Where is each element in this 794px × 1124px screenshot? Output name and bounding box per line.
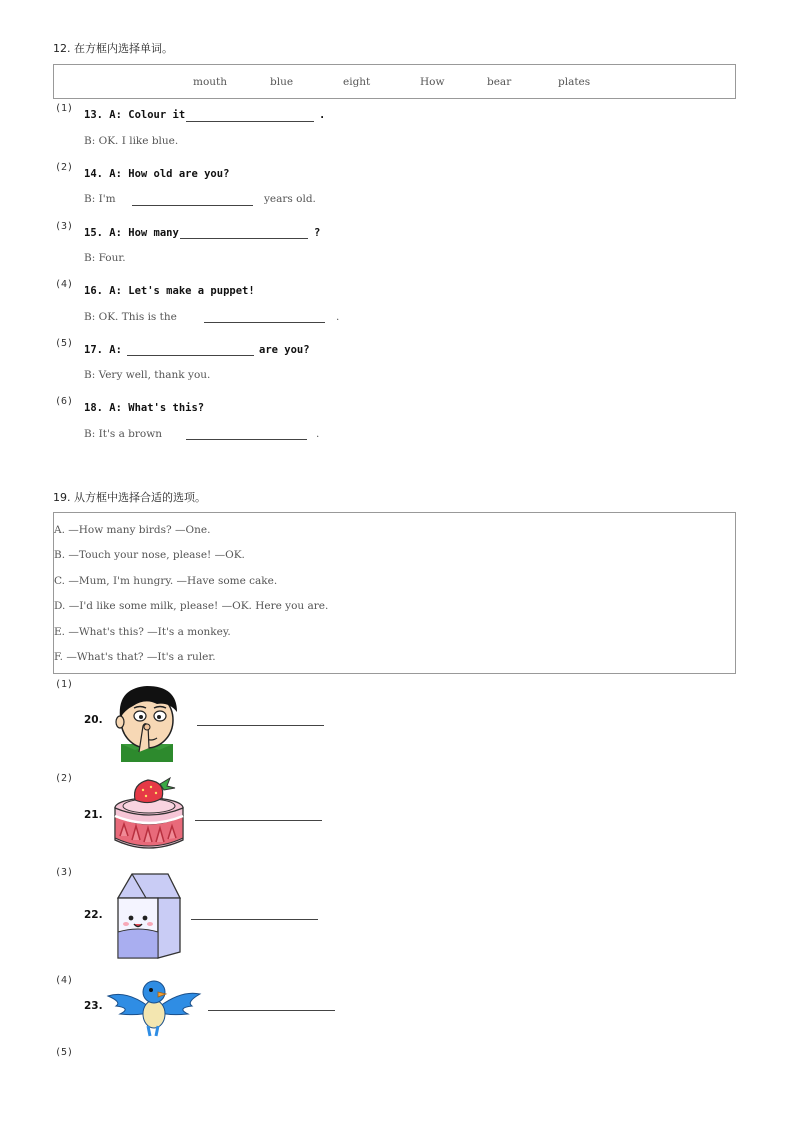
response-suffix: . <box>336 311 340 323</box>
word-bank-item: mouth <box>193 76 228 88</box>
sub-question-number: (3) <box>55 867 74 878</box>
strawberry-cake-image <box>110 776 188 854</box>
response-text: B: It's a brown <box>84 428 162 440</box>
question-suffix: are you? <box>259 344 310 356</box>
question-text: 18. A: What's this? <box>84 402 205 414</box>
response-text: B: OK. This is the <box>84 311 177 323</box>
question-suffix: ? <box>314 227 321 239</box>
option-a: A. —How many birds? —One. <box>54 524 211 536</box>
word-bank-item: blue <box>270 76 294 88</box>
sub-question-number: (1) <box>55 103 74 114</box>
option-c: C. —Mum, I'm hungry. —Have some cake. <box>54 575 278 587</box>
answer-blank[interactable] <box>132 205 253 206</box>
sub-question-number: (1) <box>55 679 74 690</box>
option-f: F. —What's that? —It's a ruler. <box>54 651 216 663</box>
blue-bird-image <box>106 976 202 1038</box>
answer-blank[interactable] <box>127 355 254 356</box>
question-label: 20. <box>84 714 103 726</box>
response-text: B: Four. <box>84 252 126 264</box>
word-bank-item: bear <box>487 76 512 88</box>
milk-carton-image <box>110 870 186 962</box>
question-line <box>84 109 185 121</box>
answer-blank[interactable] <box>197 725 324 726</box>
answer-blank[interactable] <box>204 322 325 323</box>
sub-question-number: (5) <box>55 1047 74 1058</box>
options-box <box>53 512 736 674</box>
sub-question-number: (2) <box>55 162 74 173</box>
sub-question-number: (3) <box>55 221 74 232</box>
question-label: 23. <box>84 1000 103 1012</box>
word-bank-item: eight <box>343 76 371 88</box>
response-text: B: OK. I like blue. <box>84 135 179 147</box>
sub-question-number: (5) <box>55 338 74 349</box>
boy-touching-nose-image <box>107 680 185 762</box>
sub-question-number: (4) <box>55 975 74 986</box>
sub-question-number: (2) <box>55 773 74 784</box>
response-suffix: . <box>316 428 320 440</box>
question-text: 14. A: How old are you? <box>84 168 230 180</box>
question-text: 15. A: How many <box>84 227 179 239</box>
sub-question-number: (4) <box>55 279 74 290</box>
question-text: 17. A: <box>84 344 122 356</box>
answer-blank[interactable] <box>195 820 322 821</box>
option-b: B. —Touch your nose, please! —OK. <box>54 549 245 561</box>
question-label: 22. <box>84 909 103 921</box>
answer-blank[interactable] <box>191 919 318 920</box>
question-text: 16. A: Let's make a puppet! <box>84 285 255 297</box>
answer-blank[interactable] <box>180 238 308 239</box>
word-bank-box <box>53 64 736 99</box>
answer-blank[interactable] <box>186 121 314 122</box>
word-bank-item: plates <box>558 76 591 88</box>
response-text: B: I'm <box>84 193 116 205</box>
answer-blank[interactable] <box>208 1010 335 1011</box>
option-d: D. —I'd like some milk, please! —OK. Here you are. <box>54 600 329 612</box>
response-suffix: years old. <box>264 193 316 205</box>
option-e: E. —What's this? —It's a monkey. <box>54 626 231 638</box>
word-bank-item: How <box>420 76 445 88</box>
question-text: 13. A: Colour it <box>84 109 186 121</box>
sub-question-number: (6) <box>55 396 74 407</box>
section-19-heading: 19. 从方框中选择合适的选项。 <box>53 491 206 504</box>
question-suffix: . <box>319 109 326 121</box>
question-label: 21. <box>84 809 103 821</box>
section-12-heading: 12. 在方框内选择单词。 <box>53 42 173 55</box>
answer-blank[interactable] <box>186 439 307 440</box>
response-text: B: Very well, thank you. <box>84 369 211 381</box>
